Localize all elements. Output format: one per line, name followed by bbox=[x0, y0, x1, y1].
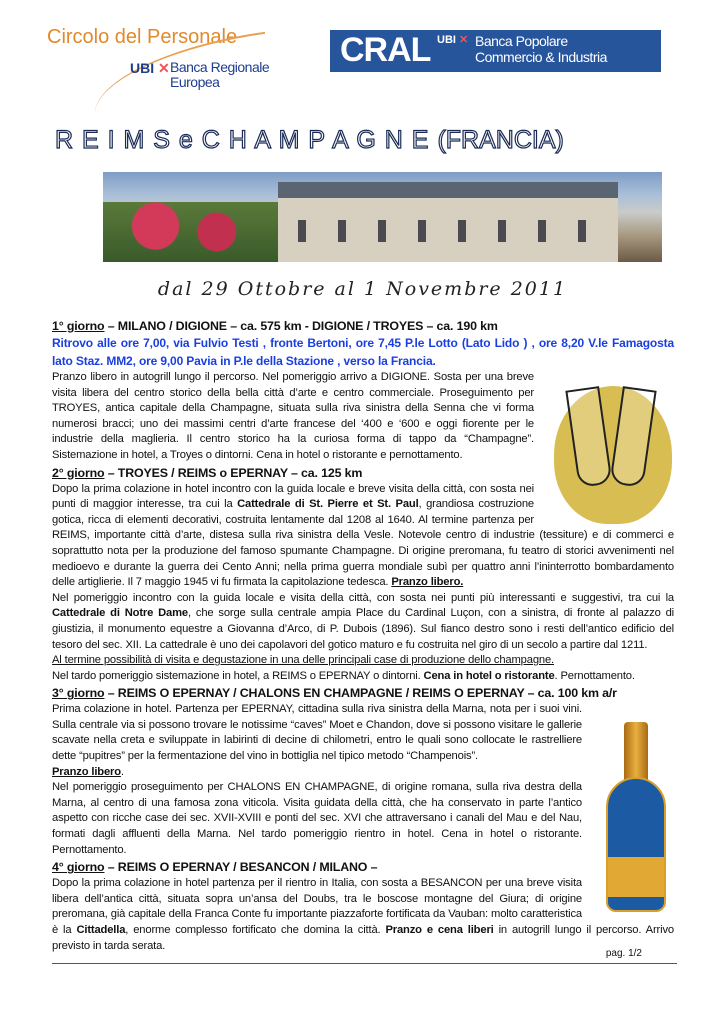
champagne-glasses-illustration bbox=[544, 376, 674, 526]
reims-palace-photo bbox=[103, 172, 662, 262]
day3-text: Prima colazione in hotel. Partenza per EPERNAY, cittadina sulla riva sinistra della Marna, nota per i suoi vini. Sulla centrale via si possono trovare le notissime “caves” Moet e Chandon, dove si possono visitare le gallerie scavate nella creta e sviluppate in labirinti di decine di chilometri, entro le quali sono collocate le rastrelliere dette “pupitres” per la fermentazione del vino in bottiglia nel tipico metodo “Champenois”. Pranzo libero. Nel pomeriggio proseguimento per CHALONS EN CHAMPAGNE, di origine romana, sulla riva destra della Marna, al centro di una famosa zona viticola. Visita guidata della città, che ha conservato in parte l’antico aspetto con ricche case dei sec. XVII-XVIII e ponti del sec. XVI che attraversano i canali del Mau e del Nau, formati dagli affluenti della Marna. Nel tardo pomeriggio rientro in hotel. Cena in hotel o ristorante. Pernottamento. bbox=[52, 703, 582, 856]
bank-name: Banca Popolare Commercio & Industria bbox=[475, 33, 607, 65]
trip-dates: dal 29 Ottobre al 1 Novembre 2011 bbox=[157, 278, 568, 300]
day2-heading: 2° giorno – TROYES / REIMS o EPERNAY – ca. 125 km bbox=[52, 465, 363, 480]
day3-heading: 3° giorno – REIMS O EPERNAY / CHALONS EN CHAMPAGNE / REIMS O EPERNAY – ca. 100 km a/r bbox=[52, 686, 617, 701]
page-footer bbox=[52, 948, 677, 964]
cral-text: CRAL bbox=[340, 31, 431, 69]
ubi-mark: UBI ✕ bbox=[130, 60, 170, 76]
cral-logo bbox=[330, 30, 661, 72]
day1-text: Pranzo libero in autogrill lungo il percorso. Nel pomeriggio arrivo a DIGIONE. Sosta per una breve visita libera del centro storico della bella città d’arte e centro commerciale. Proseguimento per TROYES, antica capitale della Champagne, situata sulla riva sinistra della Senna che vi forma numerosi bracci; uno dei massimi centri d’arte francese del ‘400 e ‘600 e oggi fiorente per le industrie della maglieria. Il centro storico ha la curiosa forma di tappo da “Champagne”. Sistemazione in hotel, a Troyes o dintorni. Cena in hotel o ristorante e pernottamento. bbox=[52, 371, 534, 461]
page-number: pag. 1/2 bbox=[605, 948, 642, 959]
ubi-mark: UBI ✕ bbox=[437, 34, 469, 46]
page-title: R E I M S e C H A M P A G N E (FRANCIA) bbox=[55, 126, 564, 154]
champagne-bottle-illustration bbox=[594, 722, 674, 917]
day4-heading: 4° giorno – REIMS O EPERNAY / BESANCON / MILANO – bbox=[52, 860, 378, 875]
day4-text: Dopo la prima colazione in hotel partenza per il rientro in Italia, con sosta a BESANCON per una breve visita libera dell’antica città, situata sopra un’ansa del Doubs, tra le boscose montagne del Giura; di origine preromana, già capitale della Franca Conte fu importante piazzaforte fortificata da Vauban: molto caratteristica è la Cittadella, enorme complesso fortificato che domina la città. Pranzo e cena liberi in autogrill lungo il percorso. Arrivo previsto in tarda serata. bbox=[52, 877, 674, 952]
itinerary bbox=[52, 317, 674, 954]
logo-text: Circolo del Personale bbox=[47, 26, 238, 48]
day2-text: Dopo la prima colazione in hotel incontro con la guida locale e breve visita della città, con sosta nei punti di maggior interesse, tra cui la Cattedrale di St. Pierre et St. Paul, grandiosa costruzione gotica, ricca di elementi decorativi, costruita lentamente dal 1208 al 1640. Al termine partenza per REIMS, importante città d’arte, distesa sulla riva sinistra della Vesle. Notevole centro di industrie (tessiture) e di commerci e soprattutto nota per la produzione del famoso spumante Champagne. Di origine preromana, fu teatro di storici avvenimenti nel medioevo e durante la guerra dei Cento Anni; nella prima guerra mondiale subì per quattro anni l’ininterrotto bombardamento delle artiglierie. Il 7 maggio 1945 vi fu firmata la capitolazione tedesca. Pranzo libero. Nel pomeriggio incontro con la guida locale e visita della città, con sosta nei punti più interessanti e suggestivi, tra cui la Cattedrale di Notre Dame, che sorge sulla centrale ampia Place du Cardinal Luçon, con a sinistra, di fronte al palazzo di giustizia, il monumento equestre a Giovanna d’Arco, di P. Dubois (1896). Sul fianco destro sono i resti dell’antico edificio del tesoro del sec. XII. La cattedrale è uno dei capolavori del gotico maturo e fu costruita nel giro di un secolo a partire dal 1211. Al termine possibilità di visita e degustazione in una delle principali case di produzione dello champagne. Nel tardo pomeriggio sistemazione in hotel, a REIMS o EPERNAY o dintorni. Cena in hotel o ristorante. Pernottamento. bbox=[52, 482, 674, 682]
meeting-points: Ritrovo alle ore 7,00, via Fulvio Testi , fronte Bertoni, ore 7,45 P.le Lotto (Lato Lido ) , ore 8,20 V.le Famagosta lato Staz. MM2, ore 9,00 Pavia in P.le della Stazione , verso la Francia. bbox=[52, 336, 674, 368]
day1-heading: 1° giorno – MILANO / DIGIONE – ca. 575 km - DIGIONE / TROYES – ca. 190 km bbox=[52, 319, 498, 333]
circolo-personale-logo bbox=[45, 26, 310, 96]
bank-name: Banca Regionale Europea bbox=[170, 59, 270, 90]
